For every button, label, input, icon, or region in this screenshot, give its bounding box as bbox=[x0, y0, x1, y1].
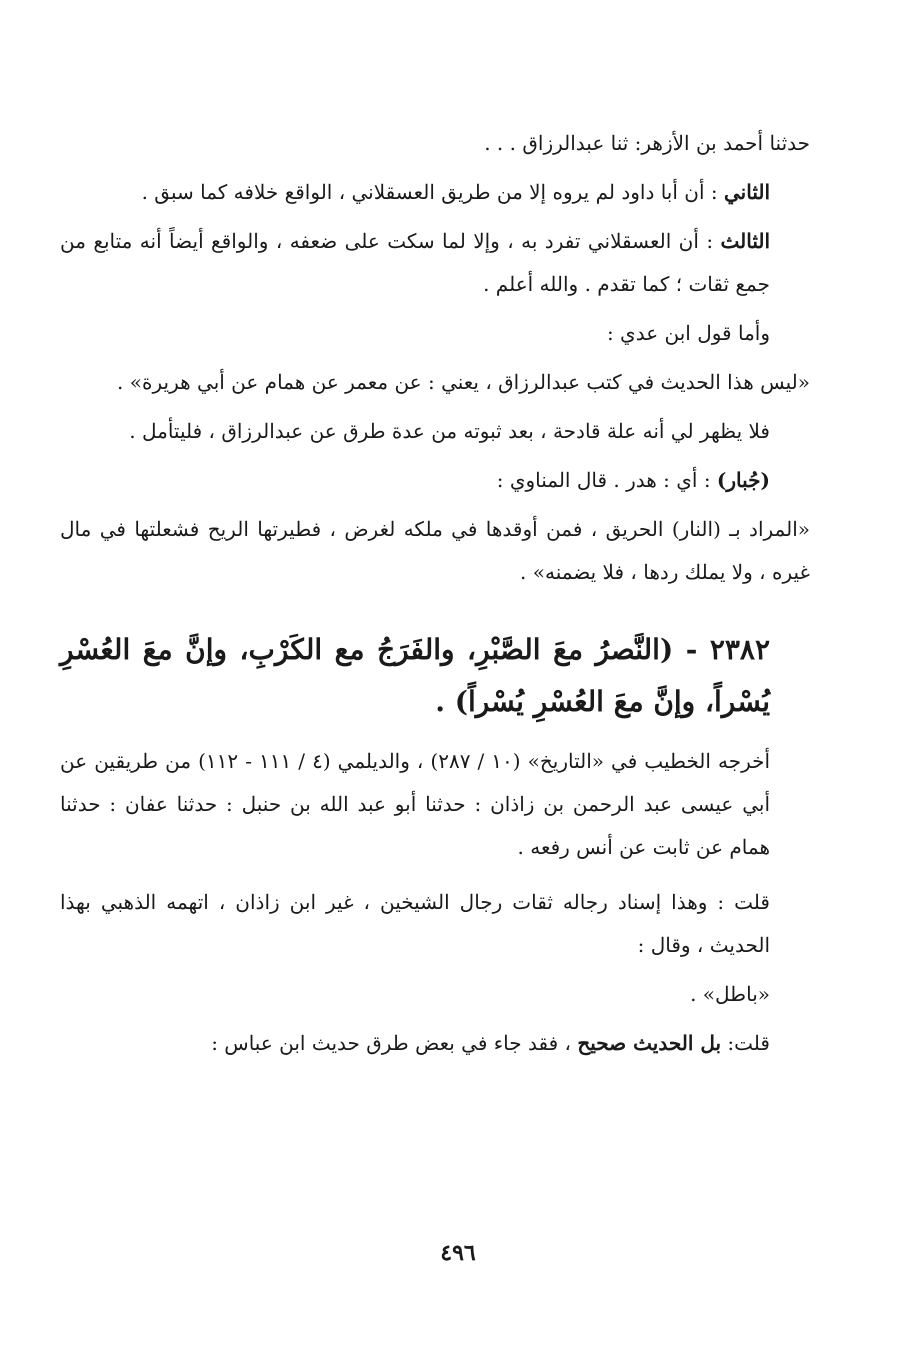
text-no-defect: فلا يظهر لي أنه علة قادحة ، بعد ثبوته من عدة طرق عن عبدالرزاق ، فليتأمل . bbox=[129, 419, 770, 443]
label-second: الثاني bbox=[723, 180, 770, 204]
page-body bbox=[60, 122, 810, 1065]
text-third: : أن العسقلاني تفرد به ، وإلا لما سكت على ضعفه ، والواقع أيضاً أنه متابع من جمع ثقات ؛ كما تقدم . والله أعلم . bbox=[60, 229, 770, 296]
quote-munawi bbox=[60, 508, 810, 594]
paragraph-second bbox=[60, 171, 810, 214]
text-qultu-2: ، فقد جاء في بعض طرق حديث ابن عباس : bbox=[211, 1031, 578, 1055]
paragraph-ibn-adi bbox=[60, 312, 810, 355]
hadith-text: - (النَّصرُ معَ الصَّبْرِ، والفَرَجُ مع الكَرْبِ، وإنَّ معَ العُسْرِ يُسْراً، وإنَّ معَ العُسْرِ يُسْراً) . bbox=[60, 633, 770, 718]
text-jubar: : أي : هدر . قال المناوي : bbox=[496, 468, 711, 492]
hadith-number: ٢٣٨٢ bbox=[709, 633, 770, 666]
bold-qultu-2: بل الحديث صحيح bbox=[577, 1031, 722, 1055]
label-jubar: (جُبار) bbox=[716, 468, 770, 492]
paragraph-jubar bbox=[60, 459, 810, 502]
text-batil: «باطل» . bbox=[690, 982, 770, 1006]
label-third: الثالث bbox=[720, 229, 771, 253]
text-second: : أن أبا داود لم يروه إلا من طريق العسقلاني ، الواقع خلافه كما سبق . bbox=[141, 180, 718, 204]
text-takhrij: أخرجه الخطيب في «التاريخ» (١٠ / ٢٨٧) ، والديلمي (٤ / ١١١ - ١١٢) من طريقين عن أبي عيسى عبد الرحمن بن زاذان : حدثنا أبو عبد الله بن حنبل : حدثنا عفان : حدثنا همام عن ثابت عن أنس رفعه . bbox=[60, 749, 771, 859]
text-line: حدثنا أحمد بن الأزهر: ثنا عبدالرزاق . . . bbox=[484, 131, 810, 155]
hadith-heading bbox=[60, 624, 810, 728]
text-qultu-1: : وهذا إسناد رجاله ثقات رجال الشيخين ، غير ابن زاذان ، اتهمه الذهبي بهذا الحديث ، وقال : bbox=[60, 890, 770, 957]
paragraph-continuation bbox=[60, 122, 810, 165]
paragraph-third bbox=[60, 220, 810, 306]
label-qultu-1: قلت bbox=[734, 890, 770, 914]
text-ibn-adi: وأما قول ابن عدي : bbox=[606, 321, 770, 345]
text-quote-1: «ليس هذا الحديث في كتب عبدالرزاق ، يعني : عن معمر عن همام عن أبي هريرة» . bbox=[117, 370, 810, 394]
paragraph-qultu-1 bbox=[60, 881, 810, 967]
sep-qultu-2: : bbox=[721, 1031, 735, 1055]
paragraph-qultu-2 bbox=[60, 1022, 810, 1065]
quote-ibn-adi bbox=[60, 361, 810, 404]
text-quote-2: «المراد بـ (النار) الحريق ، فمن أوقدها في ملكه لغرض ، فطيرتها الريح فشعلتها في مال غيره ، ولا يملك ردها ، فلا يضمنه» . bbox=[60, 517, 810, 584]
label-qultu-2: قلت bbox=[734, 1031, 770, 1055]
paragraph-no-defect bbox=[60, 410, 810, 453]
paragraph-takhrij bbox=[60, 740, 810, 869]
paragraph-batil bbox=[60, 973, 810, 1016]
page-number: ٤٩٦ bbox=[440, 1240, 476, 1266]
